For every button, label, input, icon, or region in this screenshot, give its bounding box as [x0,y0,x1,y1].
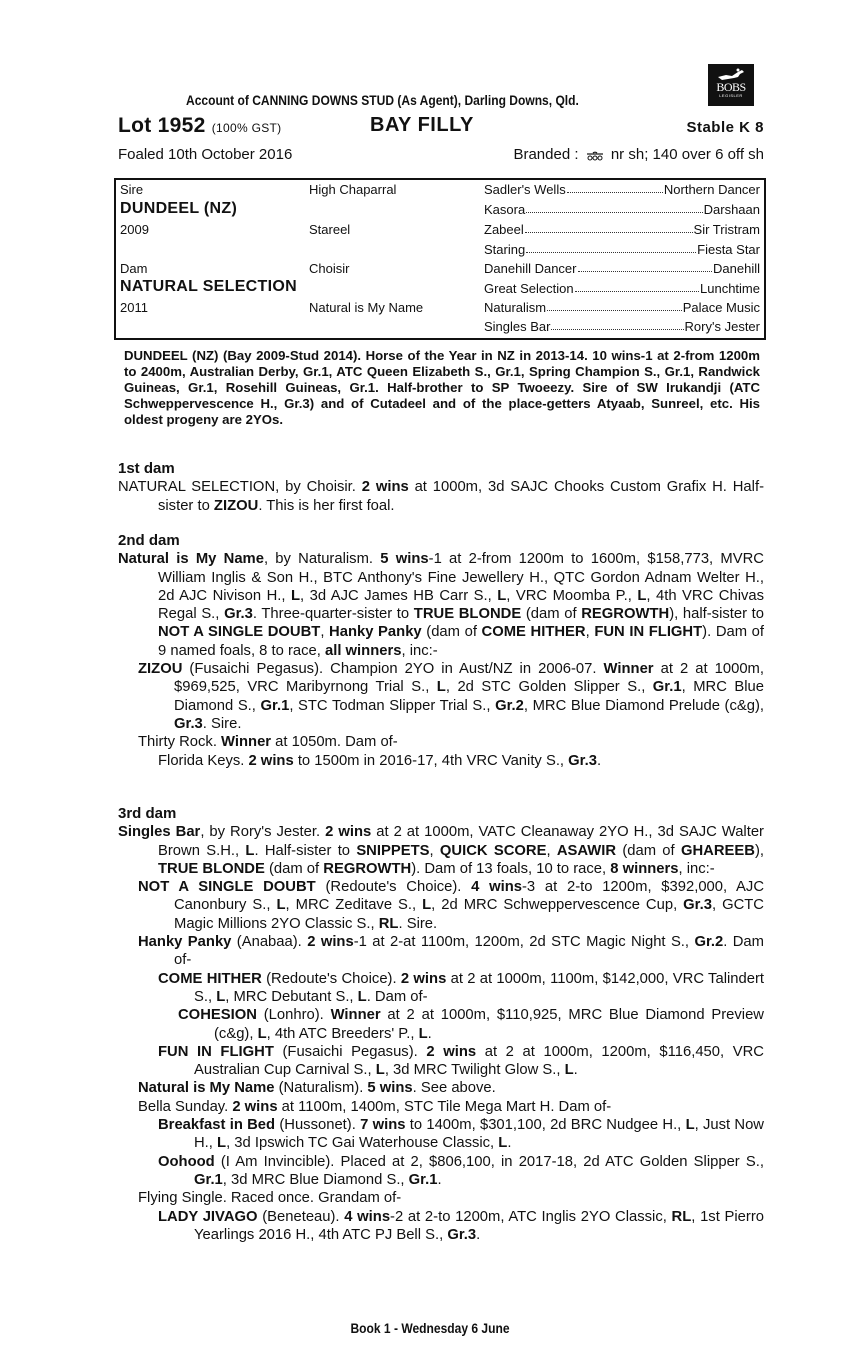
brand-info [513,146,764,163]
body-text: . [507,1135,512,1152]
highlight-text: Gr.1 [194,1171,223,1188]
body-text: , 3d MRC Twilight Glow S., [384,1062,565,1079]
highlight-text: Hanky Panky [329,624,422,641]
highlight-text: LADY JIVAGO [158,1208,258,1225]
highlight-text: NOT A SINGLE DOUBT [138,879,316,896]
dam-entry [118,478,764,515]
body-text: ). Dam of 13 foals, 10 to race, [411,860,611,877]
branded-value: nr sh; 140 over 6 off sh [610,146,764,163]
body-text: NATURAL SELECTION, by Choisir. [118,479,362,496]
body-text: , MRC Blue Diamond Prelude (c&g), [523,697,764,714]
grand-ancestor-row: Zabeel Sir Tristram [484,222,760,237]
progeny-entry [118,933,764,970]
body-text: . Dam of- [366,988,428,1005]
highlight-text: TRUE BLONDE [413,606,522,623]
body-text: , 3d MRC Blue Diamond S., [222,1171,409,1188]
highlight-text: RL [378,915,399,932]
highlight-text: L [422,897,432,914]
progeny-entry [118,970,764,1007]
progeny-entry [118,733,764,751]
highlight-text: 5 wins [367,1080,413,1097]
body-text: (Hussonet). [275,1117,361,1134]
highlight-text: L [257,1025,267,1042]
body-text: . Sire. [202,715,242,732]
body-text: . See above. [412,1080,496,1097]
body-text: (Fusaichi Pegasus). Champion 2YO in Aust/NZ in 2006-07. [182,661,604,678]
body-text: , STC Todman Slipper Trial S., [289,697,496,714]
body-text: (dam of [616,842,681,859]
body-text: Bella Sunday. [138,1098,233,1115]
progeny-entry [118,1189,764,1207]
highlight-text: L [245,842,255,859]
progeny-entry [118,1098,764,1116]
body-text: , [429,842,440,859]
logo-text: BOBS [716,80,746,94]
progeny-entry [118,752,764,770]
highlight-text: L [276,897,286,914]
highlight-text: L [564,1062,574,1079]
highlight-text: Gr.1 [408,1171,438,1188]
body-text: , [546,842,557,859]
body-text: (Naturalism). [274,1080,368,1097]
highlight-text: ZIZOU [138,661,183,678]
sire-dam: Stareel [309,222,351,237]
second-dam-section [118,532,764,770]
page-footer: Book 1 - Wednesday 6 June [350,1320,510,1336]
third-dam-section [118,805,764,1244]
body-text: , 3d Ipswich TC Gai Waterhouse Classic, [226,1135,499,1152]
body-text: Florida Keys. [158,752,249,769]
section-heading: 3rd dam [118,805,177,822]
highlight-text: REGROWTH [323,860,412,877]
highlight-text: COME HITHER [158,970,262,987]
grand-ancestor-row: Staring Fiesta Star [484,242,760,257]
highlight-text: SNIPPETS [356,842,430,859]
body-text: (Beneteau). [257,1208,345,1225]
highlight-text: Singles Bar [118,824,201,841]
highlight-text: L [637,587,647,604]
highlight-text: RL [671,1208,692,1225]
highlight-text: L [436,679,446,696]
body-text: -1 at 2-at 1100m, 1200m, 2d STC Magic Night S., [353,934,695,951]
highlight-text: QUICK SCORE [439,842,547,859]
dam-dam: Natural is My Name [309,300,424,315]
body-text: ). Dam of 9 named foals, 8 to race, [158,624,764,659]
pedigree-table [114,178,766,340]
body-text: , GCTC Magic Millions 2YO Classic S., [174,897,764,932]
grand-ancestor-row: Great Selection Lunchtime [484,281,760,296]
grand-ancestor-row: Singles Bar Rory's Jester [484,319,760,334]
body-text: , inc:- [401,642,438,659]
body-text: . Three-quarter-sister to [252,606,414,623]
body-text: (Redoute's Choice). [261,970,401,987]
body-text: . Sire. [398,915,438,932]
body-text: . [573,1062,578,1079]
body-text: , VRC Moomba P., [506,587,638,604]
highlight-text: REGROWTH [581,606,670,623]
body-text: Flying Single. Raced once. Grandam of- [138,1190,402,1207]
dam-name: NATURAL SELECTION [120,278,297,295]
highlight-text: Winner [330,1007,381,1024]
body-text: , 4th VRC Chivas Regal S., [158,587,765,623]
body-text: at 1000m, 3d SAJC Chooks Custom Grafix H. Half-sister to [158,479,764,514]
progeny-entry [118,660,764,733]
body-text: . [476,1226,481,1243]
highlight-text: Breakfast in Bed [158,1117,276,1134]
section-heading: 1st dam [118,460,175,477]
body-text: (dam of [264,860,324,877]
body-text: , MRC Blue Diamond S., [174,679,764,714]
lot-label: Lot 1952 [118,114,206,137]
gst-note: (100% GST) [211,121,282,135]
highlight-text: Gr.2 [495,697,524,714]
body-text: , by Naturalism. [263,551,381,568]
highlight-text: L [497,587,507,604]
highlight-text: GHAREEB [680,842,755,859]
body-text: (dam of [521,606,582,623]
progeny-entry [118,1116,764,1153]
body-text: , Just Now H., [194,1117,764,1152]
highlight-text: L [498,1135,508,1152]
grand-ancestor-row: Sadler's Wells Northern Dancer [484,182,760,197]
highlight-text: Winner [221,734,272,751]
lot-number [118,114,281,138]
highlight-text: COHESION [178,1007,257,1024]
body-text: . This is her first foal. [258,497,395,514]
highlight-text: Winner [603,661,654,678]
highlight-text: ASAWIR [556,842,617,859]
body-text: at 2 at 1000m, 1200m, $116,450, VRC Australian Cup Carnival S., [194,1043,764,1079]
horse-sex: BAY FILLY [370,114,474,136]
highlight-text: 2 wins [361,479,409,496]
body-text: at 1050m. Dam of- [271,734,398,751]
sire-year: 2009 [120,222,149,237]
body-text: . [427,1025,432,1042]
bobs-logo [708,64,754,106]
body-text: . [596,752,602,769]
grand-ancestor-row: Naturalism Palace Music [484,300,760,315]
highlight-text: L [217,1135,227,1152]
highlight-text: Gr.1 [652,679,682,696]
body-text: , 2d MRC Schweppervescence Cup, [431,897,684,914]
highlight-text: 8 winners [610,860,679,877]
body-text: , by Rory's Jester. [200,824,326,841]
body-text: at 2 at 1000m, $110,925, MRC Blue Diamond Preview (c&g), [214,1007,764,1042]
highlight-text: L [291,587,301,604]
highlight-text: FUN IN FLIGHT [594,624,703,641]
highlight-text: L [216,988,226,1005]
highlight-text: Gr.2 [694,934,724,951]
progeny-entry [118,878,764,933]
body-text: (Fusaichi Pegasus). [273,1043,427,1060]
body-text: . Dam of- [174,934,764,969]
highlight-text: Oohood [158,1153,215,1170]
highlight-text: L [375,1062,385,1079]
body-text: at 2 at 1000m, VATC Cleanaway 2YO H., 3d SAJC Walter Brown S.H., [158,824,764,859]
highlight-text: 2 wins [307,934,354,951]
highlight-text: 7 wins [360,1117,406,1134]
sire-description: DUNDEEL (NZ) (Bay 2009-Stud 2014). Horse of the Year in NZ in 2013-14. 10 wins-1 at 2-from 1200m to 2400m, Australian Derby, Gr.1, ATC Queen Elizabeth S., Gr.1, Spring Champion S., Gr.1, Randwick Guineas, Gr.1, Rosehill Guineas, Gr.1. Half-brother to SP Twoeezy. Sire of SW Irukandji (ATC Schweppervescence H., Gr.3) and of Cutadeel and of the place-getters Atyaab, Sunreel, etc. His oldest progeny are 2YOs. [124,348,760,427]
body-text: , 3d AJC James HB Carr S., [300,587,498,604]
body-text: (dam of [421,624,482,641]
branded-label: Branded : [513,146,579,163]
progeny-entry [118,1006,764,1043]
highlight-text: Natural is My Name [138,1080,275,1097]
dam-entry [118,550,764,660]
logo-subtext: LEGISLER [719,93,743,98]
first-dam-section [118,460,764,515]
highlight-text: ZIZOU [213,497,259,514]
foaled-date: Foaled 10th October 2016 [118,146,293,163]
sire-label: Sire [120,182,144,197]
highlight-text: FUN IN FLIGHT [158,1043,274,1060]
progeny-entry [118,1043,764,1080]
body-text: . Half-sister to [254,842,357,859]
dam-label: Dam [120,261,148,276]
body-text: , MRC Zeditave S., [285,897,423,914]
highlight-text: Natural is My Name [118,551,264,568]
sire-sire: High Chaparral [309,182,397,197]
highlight-text: Gr.3 [447,1226,477,1243]
body-text: (Lonhro). [256,1007,331,1024]
highlight-text: Gr.3 [683,897,712,914]
highlight-text: L [418,1025,428,1042]
dam-entry [118,823,764,878]
stable-location: Stable K 8 [686,119,764,136]
body-text: . [437,1171,442,1188]
progeny-entry [118,1208,764,1245]
body-text: , 2d STC Golden Slipper S., [445,679,653,696]
body-text: (Redoute's Choice). [315,879,472,896]
highlight-text: Gr.1 [260,697,290,714]
body-text: to 1500m in 2016-17, 4th VRC Vanity S., [293,752,569,769]
highlight-text: 4 wins [344,1208,391,1225]
grand-ancestor-row: Kasora Darshaan [484,202,760,217]
highlight-text: NOT A SINGLE DOUBT [158,624,321,641]
body-text: at 2 at 1000m, $969,525, VRC Maribyrnong Trial S., [174,661,764,696]
body-text: ), half-sister to [669,606,765,623]
highlight-text: Gr.3 [568,752,597,769]
highlight-text: 2 wins [426,1043,477,1060]
highlight-text: Hanky Panky [138,934,232,951]
body-text: , [585,624,595,641]
body-text: -2 at 2-to 1200m, ATC Inglis 2YO Classic, [390,1208,672,1225]
body-text: to 1400m, $301,100, 2d BRC Nudgee H., [405,1117,686,1134]
body-text: , inc:- [678,860,715,877]
body-text: , 1st Pierro Yearlings 2016 H., 4th ATC PJ Bell S., [194,1208,764,1243]
highlight-text: all winners [324,642,402,659]
body-text: (I Am Invincible). Placed at 2, $806,100, in 2017-18, 2d ATC Golden Slipper S., [214,1153,764,1170]
highlight-text: Gr.3 [174,715,203,732]
highlight-text: 2 wins [325,824,372,841]
body-text: at 1100m, 1400m, STC Tile Mega Mart H. Dam of- [277,1098,612,1115]
body-text: (Anabaa). [231,934,308,951]
highlight-text: TRUE BLONDE [158,860,265,877]
body-text: at 2 at 1000m, 1100m, $142,000, VRC Talindert S., [194,970,764,1005]
lot-line [118,114,764,140]
body-text: -3 at 2-to 1200m, $392,000, AJC Canonbury S., [174,879,764,914]
brand-mark-icon [586,147,604,163]
progeny-entry [118,1153,764,1190]
body-text: Thirty Rock. [138,734,222,751]
body-text: , MRC Debutant S., [225,988,358,1005]
body-text: -1 at 2-from 1200m to 1600m, $158,773, MVRC William Inglis & Son H., BTC Anthony's Fine Jewellery H., QTC Gordon Adnam Welter H., 2d AJC Nivison H., [158,551,764,604]
body-text: , 4th ATC Breeders' P., [266,1025,419,1042]
grand-ancestor-row: Danehill Dancer Danehill [484,261,760,276]
highlight-text: L [685,1117,695,1134]
highlight-text: COME HITHER [481,624,586,641]
highlight-text: 2 wins [248,752,294,769]
highlight-text: 2 wins [400,970,447,987]
highlight-text: L [357,988,367,1005]
progeny-entry [118,1079,764,1097]
highlight-text: 5 wins [380,551,429,568]
body-text: , [320,624,330,641]
highlight-text: Gr.3 [224,606,253,623]
dam-year: 2011 [120,300,148,315]
sire-name: DUNDEEL (NZ) [120,200,238,217]
section-heading: 2nd dam [118,532,180,549]
dam-sire: Choisir [309,261,350,276]
highlight-text: 2 wins [232,1098,278,1115]
vendor-account: Account of CANNING DOWNS STUD (As Agent), Darling Downs, Qld. [186,92,579,108]
highlight-text: 4 wins [471,879,522,896]
body-text: ), [754,842,764,859]
